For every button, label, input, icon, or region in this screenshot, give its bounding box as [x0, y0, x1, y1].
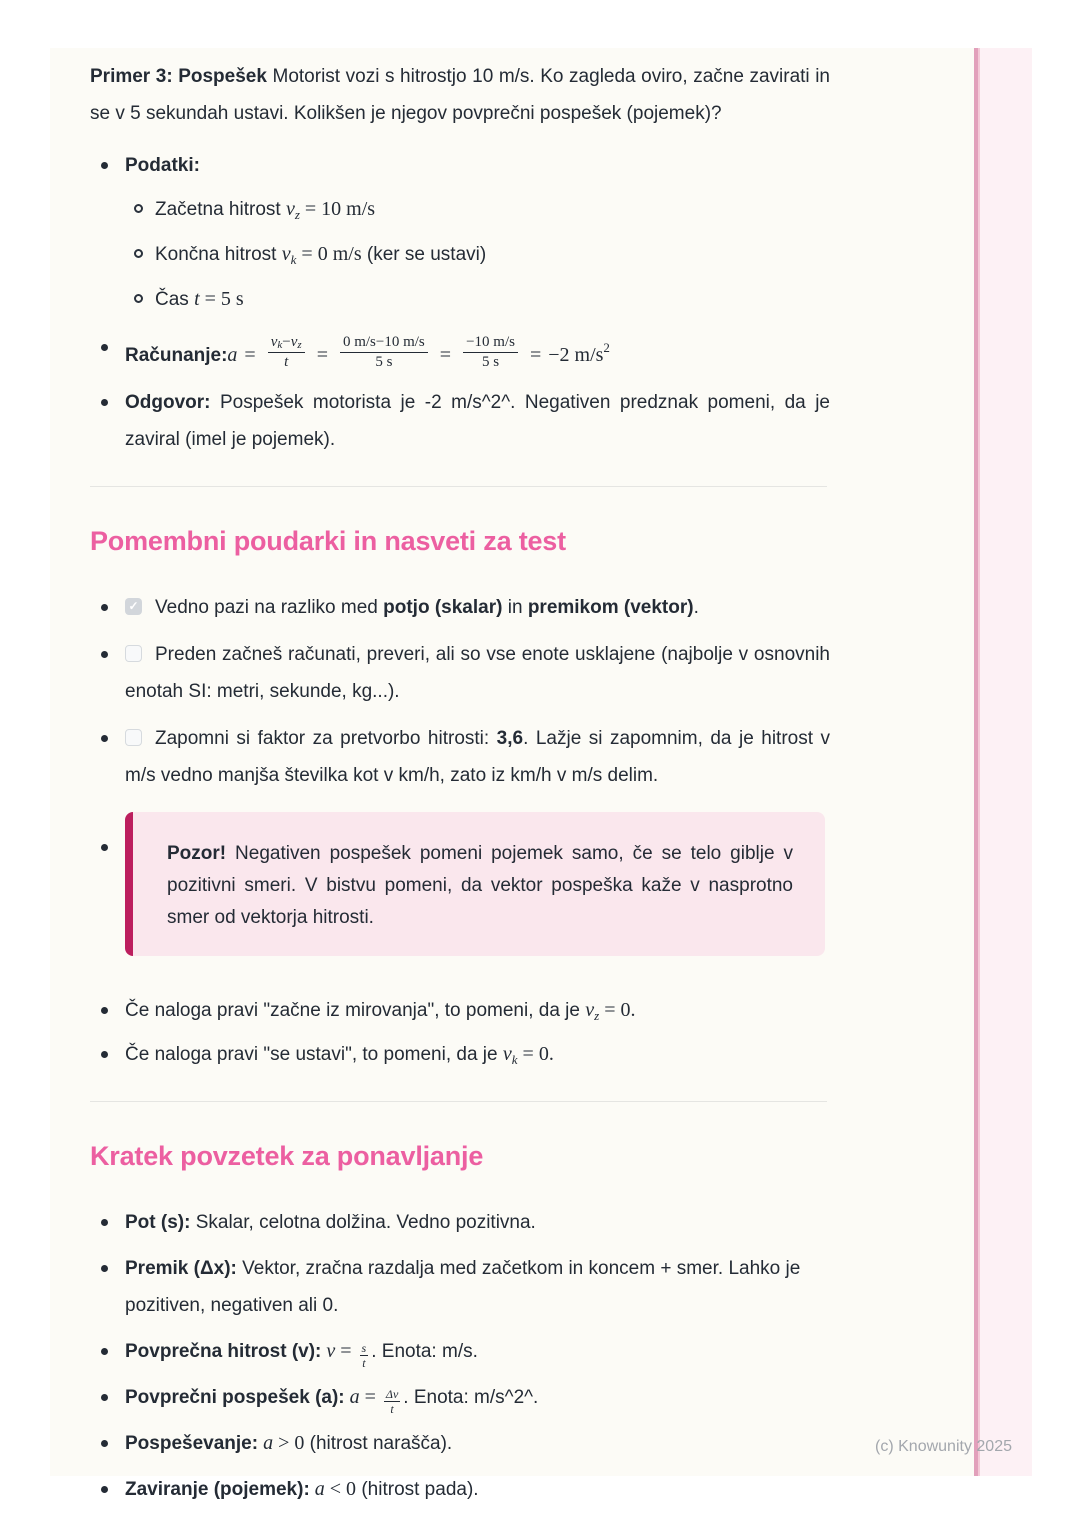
fraction-numerator: −10 m/s	[463, 335, 518, 353]
math-subscript: k	[290, 252, 297, 267]
math-subscript: z	[294, 207, 300, 222]
document-sheet	[50, 48, 975, 1500]
document-content	[90, 58, 830, 1517]
data-item-time	[125, 284, 830, 315]
section-divider	[90, 486, 827, 487]
note-text: Če naloga pravi "začne iz mirovanja", to pomeni, da je	[125, 1000, 586, 1021]
math-variable: v	[502, 1043, 512, 1065]
summary-term: Povprečna hitrost (v):	[125, 1341, 322, 1362]
math-variable: a	[227, 344, 238, 366]
calc-label: Računanje:	[125, 345, 228, 366]
summary-list	[90, 1204, 830, 1508]
checkbox-unchecked-icon[interactable]	[125, 645, 142, 662]
fraction-numerator: s	[361, 1341, 367, 1355]
list-item-podatki	[90, 147, 830, 315]
math-variable	[310, 1478, 325, 1500]
tips-list	[90, 589, 830, 1073]
equals-sign: =	[529, 344, 542, 366]
fraction-numeric-2	[463, 335, 518, 370]
summary-text: (hitrost pada).	[356, 1479, 479, 1500]
fraction-denominator: t	[390, 1402, 394, 1416]
tip-item	[90, 636, 830, 710]
math-value: = 0.	[599, 999, 636, 1021]
summary-text: . Enota: m/s^2^.	[403, 1387, 539, 1408]
math-variable: a	[314, 1478, 325, 1500]
example-paragraph	[90, 58, 830, 132]
equals-sign: =	[335, 1340, 357, 1362]
data-item-label: Končna hitrost	[155, 244, 282, 265]
fraction-symbolic	[268, 335, 305, 370]
tip-text-bold: potjo (skalar)	[383, 597, 503, 618]
fraction-numeric-1	[340, 335, 428, 370]
math-comparison: < 0	[324, 1478, 357, 1500]
summary-term: Pospeševanje:	[125, 1433, 259, 1454]
summary-item-hitrost	[90, 1333, 830, 1370]
note-item	[90, 1036, 830, 1073]
data-item-label: Čas	[155, 289, 195, 310]
fraction-denominator: t	[362, 1356, 366, 1370]
example-title: Primer 3: Pospešek	[90, 66, 267, 87]
tip-text: in	[502, 597, 528, 618]
summary-term: Premik (Δx):	[125, 1258, 237, 1279]
calculation-row	[90, 329, 830, 374]
podatki-label: Podatki:	[125, 155, 200, 176]
summary-term: Zaviranje (pojemek):	[125, 1479, 310, 1500]
summary-item-pospesek	[90, 1379, 830, 1416]
calc-result: −2 m/s	[548, 344, 604, 366]
math-subscript: k	[277, 339, 283, 352]
tip-text: .	[693, 597, 699, 618]
math-variable: t	[194, 288, 200, 310]
summary-term: Pot (s):	[125, 1212, 191, 1233]
math-variable: t	[284, 354, 289, 371]
watermark-copyright: (c) Knowunity 2025	[875, 1438, 1012, 1455]
checkbox-unchecked-icon[interactable]	[125, 729, 142, 746]
summary-item-zaviranje	[90, 1471, 830, 1508]
tip-text: Zapomni si faktor za pretvorbo hitrosti:	[155, 728, 497, 749]
math-value: = 5 s	[199, 288, 244, 310]
math-subscript: k	[511, 1052, 518, 1067]
fraction-denominator: 5 s	[375, 354, 393, 371]
summary-item-premik	[90, 1250, 830, 1324]
data-item-suffix: (ker se ustavi)	[361, 244, 487, 265]
section-divider	[90, 1101, 827, 1102]
summary-text: Skalar, celotna dolžina. Vedno pozitivna.	[190, 1212, 536, 1233]
answer-label: Odgovor:	[125, 392, 211, 413]
tip-item	[90, 720, 830, 794]
math-comparison: > 0	[273, 1432, 305, 1454]
math-variable	[321, 1340, 335, 1362]
answer-row	[90, 384, 830, 458]
math-variable: v	[585, 999, 595, 1021]
summary-item-pot	[90, 1204, 830, 1241]
podatki-sublist	[125, 194, 830, 315]
fraction-numerator: 0 m/s−10 m/s	[340, 335, 428, 353]
math-variable	[258, 1432, 273, 1454]
warning-callout	[125, 812, 825, 956]
math-variable	[345, 1386, 360, 1408]
callout-label: Pozor!	[167, 843, 227, 864]
summary-item-pospesevanje	[90, 1425, 830, 1462]
equals-sign: =	[316, 344, 328, 366]
note-text: Če naloga pravi "se ustavi", to pomeni, da je	[125, 1044, 503, 1065]
math-variable: v	[326, 1340, 336, 1362]
math-subscript: z	[594, 1008, 600, 1023]
tips-heading: Pomembni poudarki in nasveti za test	[90, 526, 566, 556]
math-value: = 10 m/s	[299, 198, 376, 220]
tip-item	[90, 589, 830, 626]
fraction-denominator	[268, 353, 305, 370]
fraction-small	[384, 1388, 400, 1415]
note-item	[90, 992, 830, 1029]
math-variable: v	[270, 334, 278, 351]
tip-text-bold: 3,6	[496, 728, 524, 749]
fraction-denominator: 5 s	[481, 354, 500, 371]
summary-text: . Enota: m/s.	[371, 1341, 478, 1362]
result-exponent: 2	[603, 340, 610, 355]
minus-sign: −	[282, 334, 291, 351]
page-edge-accent-band	[980, 48, 1032, 1476]
data-item-final-speed	[125, 239, 830, 270]
data-item-initial-speed	[125, 194, 830, 225]
math-variable: v	[285, 198, 295, 220]
fraction-small	[360, 1342, 369, 1369]
equals-sign: =	[439, 344, 452, 366]
summary-text: (hitrost narašča).	[304, 1433, 453, 1454]
fraction-numerator: Δv	[385, 1387, 399, 1401]
tip-text: Vedno pazi na razliko med	[155, 597, 384, 618]
math-variable: a	[263, 1432, 274, 1454]
summary-text: Vektor, zračna razdalja med začetkom in koncem + smer. Lahko je pozitiven, negativen ali 0.	[125, 1258, 801, 1316]
equals-sign: =	[244, 344, 256, 366]
math-value: = 0.	[517, 1043, 554, 1065]
data-item-label: Začetna hitrost	[155, 199, 286, 220]
checkbox-checked-icon[interactable]	[125, 598, 142, 615]
fraction-numerator	[268, 335, 305, 353]
math-value: = 0 m/s	[296, 243, 362, 265]
tip-text: Preden začneš računati, preveri, ali so vse enote usklajene (najbolje v osnovnih enotah SI: metri, sekunde, kg...).	[125, 644, 830, 702]
summary-heading: Kratek povzetek za ponavljanje	[90, 1141, 484, 1171]
math-variable: v	[281, 243, 291, 265]
example-list	[90, 147, 830, 458]
math-subscript: z	[297, 339, 302, 352]
example-text: Motorist vozi s hitrostjo 10 m/s. Ko zagleda oviro, začne zavirati in se v 5 sekundah ustavi. Kolikšen je njegov povprečni pospešek (pojemek)?	[90, 66, 830, 124]
summary-term: Povprečni pospešek (a):	[125, 1387, 345, 1408]
math-variable: v	[290, 334, 298, 351]
equals-sign: =	[359, 1386, 381, 1408]
tip-text-bold: premikom (vektor)	[527, 597, 694, 618]
callout-text: Negativen pospešek pomeni pojemek samo, če se telo giblje v pozitivni smeri. V bistvu pomeni, da vektor pospeška kaže v nasprotno smer od vektorja hitrosti.	[167, 843, 793, 928]
callout-row	[90, 812, 830, 956]
tip-text: . Lažje si zapomnim, da je hitrost v m/s vedno manjša številka kot v km/h, zato iz km/h v m/s delim.	[125, 728, 830, 786]
math-variable: a	[349, 1386, 360, 1408]
answer-text: Pospešek motorista je -2 m/s^2^. Negativen predznak pomeni, da je zaviral (imel je pojemek).	[125, 392, 830, 450]
